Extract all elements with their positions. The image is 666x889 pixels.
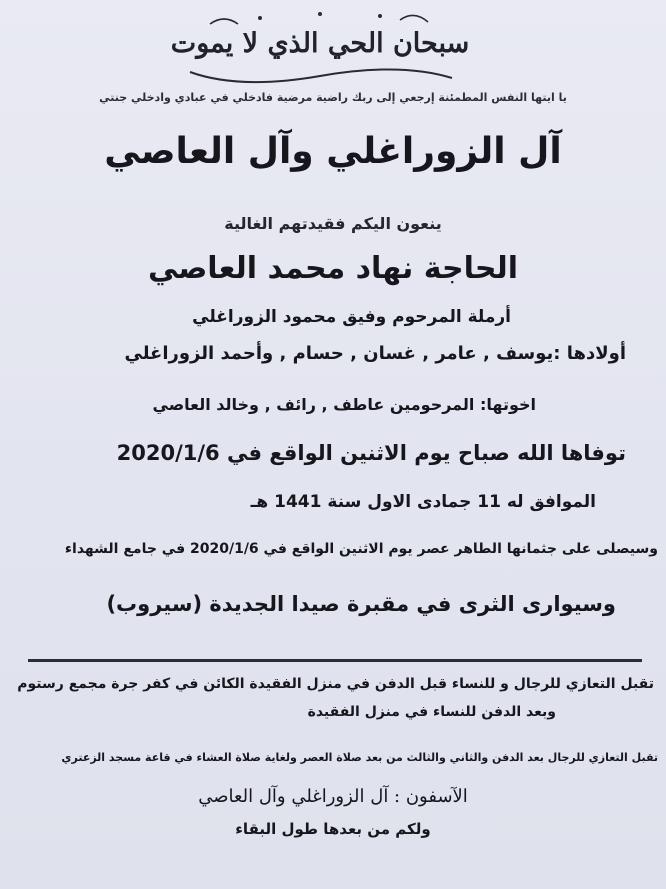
mourners-line: الآسفون : آل الزوراغلي وآل العاصي (198, 786, 468, 807)
death-date-line: توفاها الله صباح يوم الاثنين الواقع في 2020/1/6 (116, 441, 626, 465)
children-line: أولادها :يوسف , عامر , غسان , حسام , وأحمد الزوراغلي (124, 343, 626, 364)
calligraphy-text: سبحان الحي الذي لا يموت (170, 28, 470, 59)
funeral-prayer-line: وسيصلى على جثمانها الطاهر عصر يوم الاثنين الواقع في 2020/1/6 في جامع الشهداء (64, 541, 658, 557)
widow-of-line: أرملة المرحوم وفيق محمود الزوراغلي (192, 307, 511, 327)
section-divider (28, 659, 642, 662)
calligraphy-header (170, 6, 470, 86)
deceased-name: الحاجة نهاد محمد العاصي (147, 251, 519, 286)
brothers-line: اخوتها: المرحومين عاطف , رائف , وخالد العاصي (152, 395, 536, 414)
announcement-line: ينعون اليكم فقيدتهم الغالية (224, 214, 442, 233)
quran-verse: يا ايتها النفس المطمئنة إرجعي إلى ربك راضية مرضية فادخلي في عبادي وادخلي جنتي (99, 91, 567, 104)
condolences-line-1: تقبل التعازي للرجال و للنساء قبل الدفن في منزل الفقيدة الكائن في كفر جرة مجمع رستوم (17, 676, 654, 692)
condolences-line-2: وبعد الدفن للنساء في منزل الفقيدة (307, 704, 556, 720)
condolences-line-3: تقبل التعازي للرجال بعد الدفن والثاني والثالث من بعد صلاة العصر ولغاية صلاة العشاء في قاعة مسجد الزعتري (61, 751, 658, 764)
burial-line: وسيوارى الثرى في مقبرة صيدا الجديدة (سيروب) (106, 592, 616, 616)
hijri-date-line: الموافق له 11 جمادى الاول سنة 1441 هـ (250, 492, 596, 512)
closing-wish: ولكم من بعدها طول البقاء (235, 820, 431, 838)
families-title: آل الزوراغلي وآل العاصي (104, 131, 562, 172)
